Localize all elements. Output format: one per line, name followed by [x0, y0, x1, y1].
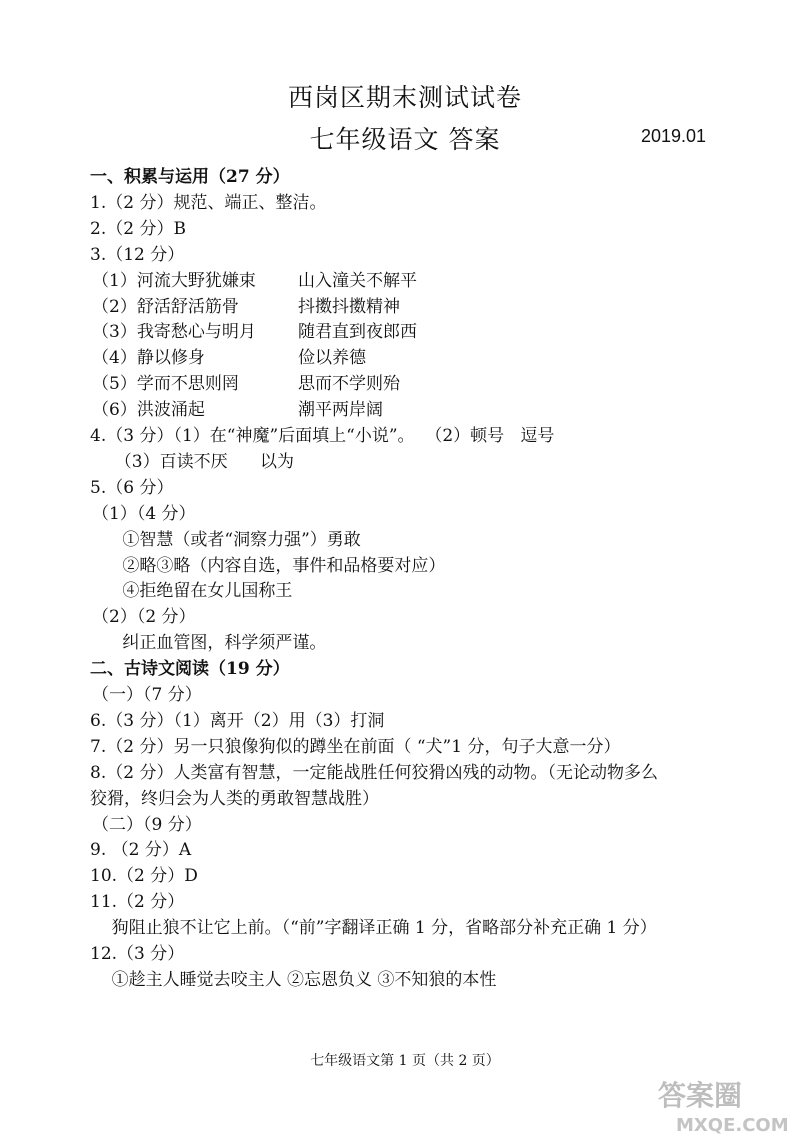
answer-line: 12.（3 分）: [90, 944, 185, 964]
answer-line: 5.（6 分）: [90, 477, 174, 498]
section-heading: 二、古诗文阅读（19 分）: [90, 659, 290, 680]
answer-line: ②略③略（内容自选，事件和品格要对应）: [90, 555, 446, 576]
answer-line: （6）洪波涌起: [92, 400, 205, 421]
answer-line-second-part: 随君直到夜郎西: [298, 322, 417, 343]
answer-line-second-part: 俭以养德: [298, 348, 366, 369]
watermark-logo-icon: [648, 1075, 798, 1137]
answer-line: （3）我寄愁心与明月: [92, 322, 256, 343]
section-heading: 一、积累与运用（27 分）: [90, 167, 290, 187]
answer-line: 9. （2 分）A: [90, 840, 192, 861]
exam-date: 2019.01: [641, 126, 707, 146]
answer-line: 纠正血管图，科学须严谨。: [90, 633, 327, 654]
answer-line: （3）百读不厌 以为: [104, 451, 295, 472]
answer-line: （1）（4 分）: [92, 503, 196, 524]
answer-line: 1.（2 分）规范、端正、整洁。: [90, 192, 327, 213]
answer-line-second-part: 山入潼关不解平: [298, 270, 417, 291]
answer-line: ①趁主人睡觉去咬主人 ②忘恩负义 ③不知狼的本性: [90, 969, 497, 990]
answer-line: 2.（2 分）B: [90, 218, 186, 239]
answer-line-second-part: 思而不学则殆: [298, 374, 400, 395]
answer-line-second-part: 抖擞抖擞精神: [298, 296, 400, 317]
answer-line: 7.（2 分）另一只狼像狗似的蹲坐在前面（ “犬”1 分，句子大意一分）: [90, 736, 621, 757]
watermark-main-text: 答案圈: [658, 1079, 743, 1112]
answer-line-second-part: 潮平两岸阔: [298, 400, 383, 421]
page-footer: 七年级语文第 1 页（共 2 页）: [310, 1053, 500, 1069]
answer-line: （一）（7 分）: [92, 685, 202, 705]
page-subtitle: 七年级语文 答案: [309, 125, 501, 154]
page-title: 西岗区期末测试试卷: [287, 83, 522, 112]
answer-line: 11.（2 分）: [90, 892, 185, 913]
answer-line: 狡猾，终归会为人类的勇敢智慧战胜）: [90, 788, 379, 809]
answer-line: 6.（3 分）（1）离开（2）用（3）打洞: [90, 710, 385, 731]
answer-line: （二）（9 分）: [92, 814, 202, 835]
answer-line: （5）学而不思则罔: [92, 374, 239, 395]
answer-line: （2）舒活舒活筋骨: [92, 296, 239, 317]
watermark-site-text: MXQE.COM: [676, 1115, 789, 1136]
answer-line: （1）河流大野犹嫌束: [92, 270, 256, 291]
answer-line: （2）（2 分）: [92, 607, 196, 628]
answer-line: 狗阻止狼不让它上前。（“前”字翻译正确 1 分，省略部分补充正确 1 分）: [90, 918, 657, 939]
answer-line: ④拒绝留在女儿国称王: [90, 581, 293, 602]
answer-line: 4.（3 分）（1）在“神魔”后面填上“小说”。 （2）顿号 逗号: [90, 426, 555, 446]
answer-line: 3.（12 分）: [90, 244, 185, 265]
answer-line: 8.（2 分）人类富有智慧，一定能战胜任何狡猾凶残的动物。（无论动物多么: [90, 762, 658, 783]
answer-line: ①智慧（或者“洞察力强”）勇敢: [90, 529, 361, 550]
answer-line: 10.（2 分）D: [90, 866, 198, 887]
answer-line: （4）静以修身: [92, 348, 205, 369]
